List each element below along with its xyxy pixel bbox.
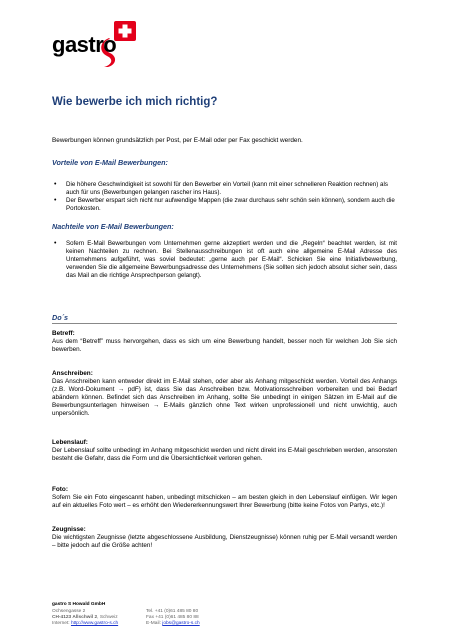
footer-tel: Tel. +41 (0)61 485 80 80 bbox=[146, 609, 199, 614]
foto-section bbox=[52, 486, 397, 510]
betreff-section bbox=[52, 330, 397, 354]
dos-heading: Do´s bbox=[52, 313, 68, 322]
list-item: • Die höhere Geschwindigkeit ist sowohl für den Bewerber ein Vorteil (kann mit einer schnelleren Reaktion rechnen) als auch für uns (Bewerbungen gelangen rascher ins Haus). bbox=[52, 181, 397, 197]
list-item: • Der Bewerber erspart sich nicht nur aufwendige Mappen (die zwar durchaus sehr schön sein können), sondern auch die Portokosten. bbox=[52, 197, 397, 213]
vorteile-list bbox=[52, 181, 397, 213]
divider bbox=[52, 323, 397, 324]
footer bbox=[52, 602, 252, 627]
intro-text: Bewerbungen können grundsätzlich per Post, per E-Mail oder per Fax geschickt werden. bbox=[52, 137, 303, 144]
page-title: Wie bewerbe ich mich richtig? bbox=[52, 96, 218, 108]
logo-wordmark: gastro bbox=[52, 32, 117, 57]
zeugnisse-section bbox=[52, 526, 397, 550]
section-text: Der Lebenslauf sollte unbedingt im Anhang mitgeschickt werden und nicht direkt ins E-Mail geschrieben werden, ansonsten besteht die Gefahr, dass die Form und die Übersichtlichkeit verloren gehen. bbox=[52, 447, 397, 463]
nachteile-heading: Nachteile von E-Mail Bewerbungen: bbox=[52, 222, 174, 231]
section-title: Zeugnisse: bbox=[52, 526, 86, 533]
section-text: Sofern Sie ein Foto eingescannt haben, unbedingt mitschicken – am besten gleich in den Lebenslauf einfügen. Wir legen auf ein aktuelles Foto wert – es erhöht den Wiedererkennungswert Ihrer Bewerbung (bitte keine Fotos von Partys, etc.)! bbox=[52, 494, 397, 510]
footer-internet-label: Internet: bbox=[52, 621, 70, 626]
nachteile-list bbox=[52, 240, 397, 280]
anschreiben-section bbox=[52, 370, 397, 418]
section-title: Lebenslauf: bbox=[52, 439, 88, 446]
vorteile-heading: Vorteile von E-Mail Bewerbungen: bbox=[52, 158, 168, 167]
footer-street: Ochsengasse 2 bbox=[52, 609, 86, 614]
section-text: Das Anschreiben kann entweder direkt im E-Mail stehen, oder aber als Anhang mitgeschickt werden. Vorteil des Anhangs (z.B. Word-Dokument → pdF) ist, dass Sie das Anschreiben bzw. Motivationsschreiben vorbereiten und bei Bedarf abändern können. Befindet sich das Anschreiben im Anhang, sollte Sie unbedingt in einigen Sätzen im E-Mail auf die Bewerbungsunterlagen hinweisen → E-Mails gänzlich ohne Text wirken unprofessionell und nicht unwichtig, auch unpersönlich. bbox=[52, 378, 397, 418]
section-text: Aus dem “Betreff” muss hervorgehen, dass es sich um eine Bewerbung handelt, besser noch für welchen Job Sie sich bewerben. bbox=[52, 338, 397, 354]
footer-city: CH-4123 Allschwil 2 bbox=[52, 615, 98, 620]
footer-fax: Fax +41 (0)61 485 80 88 bbox=[146, 615, 199, 620]
section-text: Die wichtigsten Zeugnisse (letzte abgeschlossene Ausbildung, Dienstzeugnisse) können ruhig per E-Mail versandt werden – bitte jedoch auf die Größe achten! bbox=[52, 534, 397, 550]
footer-country: , Schweiz bbox=[97, 615, 118, 620]
list-item: • Sofern E-Mail Bewerbungen vom Unternehmen gerne akzeptiert werden und die „Regeln“ beachtet werden, ist mit keinen Nachteilen zu rechnen. Bei Stellenausschreibungen ist oft auch eine allgemeine E-Mail Adresse des Unternehmens aufgeführt, was soviel bedeutet: „gerne auch per E-Mail“. Schicken Sie eine Initiativbewerbung, verwenden Sie die allgemeine Bewerbungsadresse des Unternehmens (Sie sollten sich jedoch absolut sicher sein, dass das Mail an die richtige Ansprechperson gelangt). bbox=[52, 240, 397, 280]
gastro-s-logo bbox=[52, 17, 142, 69]
email-link[interactable]: jobs@gastro-s.ch bbox=[162, 621, 200, 626]
section-title: Foto: bbox=[52, 486, 68, 493]
footer-email-label: E-Mail: bbox=[146, 621, 161, 626]
website-link[interactable]: http://www.gastro-s.ch bbox=[70, 621, 119, 626]
lebenslauf-section bbox=[52, 439, 397, 463]
section-title: Anschreiben: bbox=[52, 370, 93, 377]
footer-company: gastro S Howald GmbH bbox=[52, 602, 106, 607]
section-title: Betreff: bbox=[52, 330, 75, 337]
